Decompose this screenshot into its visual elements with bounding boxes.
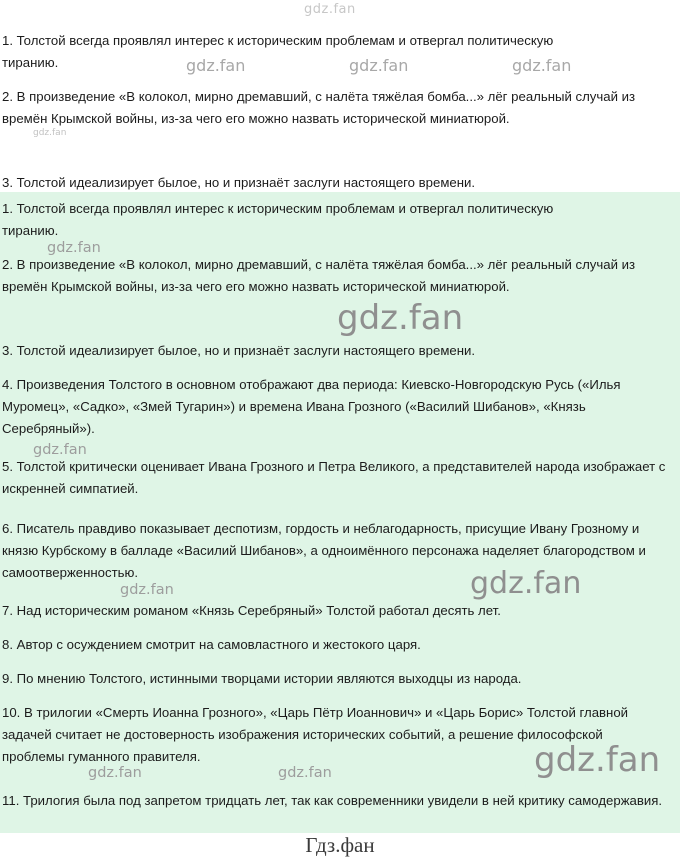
watermark-text: gdz.fan	[33, 128, 67, 138]
watermark-text: gdz.fan	[47, 240, 101, 256]
answer-paragraph: 3. Толстой идеализирует былое, но и признаёт заслуги настоящего времени.	[2, 175, 476, 190]
watermark-text: gdz.fan	[278, 765, 332, 781]
answer-paragraph: 3. Толстой идеализирует былое, но и признаёт заслуги настоящего времени.	[2, 343, 476, 358]
answer-paragraph: 4. Произведения Толстого в основном отображают два периода: Киевско-Новгородскую Русь («Илья Муромец», «Садко», «Змей Тугарин») и времена Ивана Грозного («Василий Шибанов», «Князь Серебряный»).	[2, 377, 625, 436]
watermark-text: gdz.fan	[304, 2, 356, 17]
watermark-text: gdz.fan	[534, 740, 661, 780]
answer-paragraph: 1. Толстой всегда проявлял интерес к историческим проблемам и отвергал политическую тиранию.	[2, 33, 557, 70]
watermark-text: gdz.fan	[512, 56, 572, 75]
answer-paragraph: 10. В трилогии «Смерть Иоанна Грозного», «Царь Пётр Иоаннович» и «Царь Борис» Толстой главной задачей считает не достоверность изображения исторических событий, а решение философской проблемы гуманного правителя.	[2, 705, 632, 764]
watermark-text: gdz.fan	[470, 566, 582, 601]
answer-paragraph: 1. Толстой всегда проявлял интерес к историческим проблемам и отвергал политическую тиранию.	[2, 201, 557, 238]
watermark-text: gdz.fan	[337, 298, 464, 338]
answer-paragraph: 2. В произведение «В колокол, мирно дремавший, с налёта тяжёлая бомба...» лёг реальный случай из времён Крымской войны, из-за чего его можно назвать исторической миниатюрой.	[2, 89, 639, 126]
answer-paragraph: 6. Писатель правдиво показывает деспотизм, гордость и неблагодарность, присущие Ивану Грозному и князю Курбскому в балладе «Василий Шибанов», а одноимённого персонажа наделяет благородством и самоотверженностью.	[2, 521, 650, 580]
watermark-text: gdz.fan	[120, 582, 174, 598]
answer-paragraph: 8. Автор с осуждением смотрит на самовластного и жестокого царя.	[2, 637, 421, 652]
watermark-text: gdz.fan	[33, 442, 87, 458]
answer-paragraph: 2. В произведение «В колокол, мирно дремавший, с налёта тяжёлая бомба...» лёг реальный случай из времён Крымской войны, из-за чего его можно назвать исторической миниатюрой.	[2, 257, 639, 294]
footer-brand: Гдз.фан	[305, 833, 375, 857]
watermark-text: gdz.fan	[88, 765, 142, 781]
answer-paragraph: 5. Толстой критически оценивает Ивана Грозного и Петра Великого, а представителей народа изображает с искренней симпатией.	[2, 459, 670, 496]
watermark-text: gdz.fan	[186, 56, 246, 75]
answer-paragraph: 9. По мнению Толстого, истинными творцами истории являются выходцы из народа.	[2, 671, 522, 686]
answer-paragraph: 7. Над историческим романом «Князь Серебряный» Толстой работал десять лет.	[2, 603, 501, 618]
answer-paragraph: 11. Трилогия была под запретом тридцать лет, так как современники увидели в ней критику самодержавия.	[2, 793, 663, 808]
watermark-text: gdz.fan	[349, 56, 409, 75]
